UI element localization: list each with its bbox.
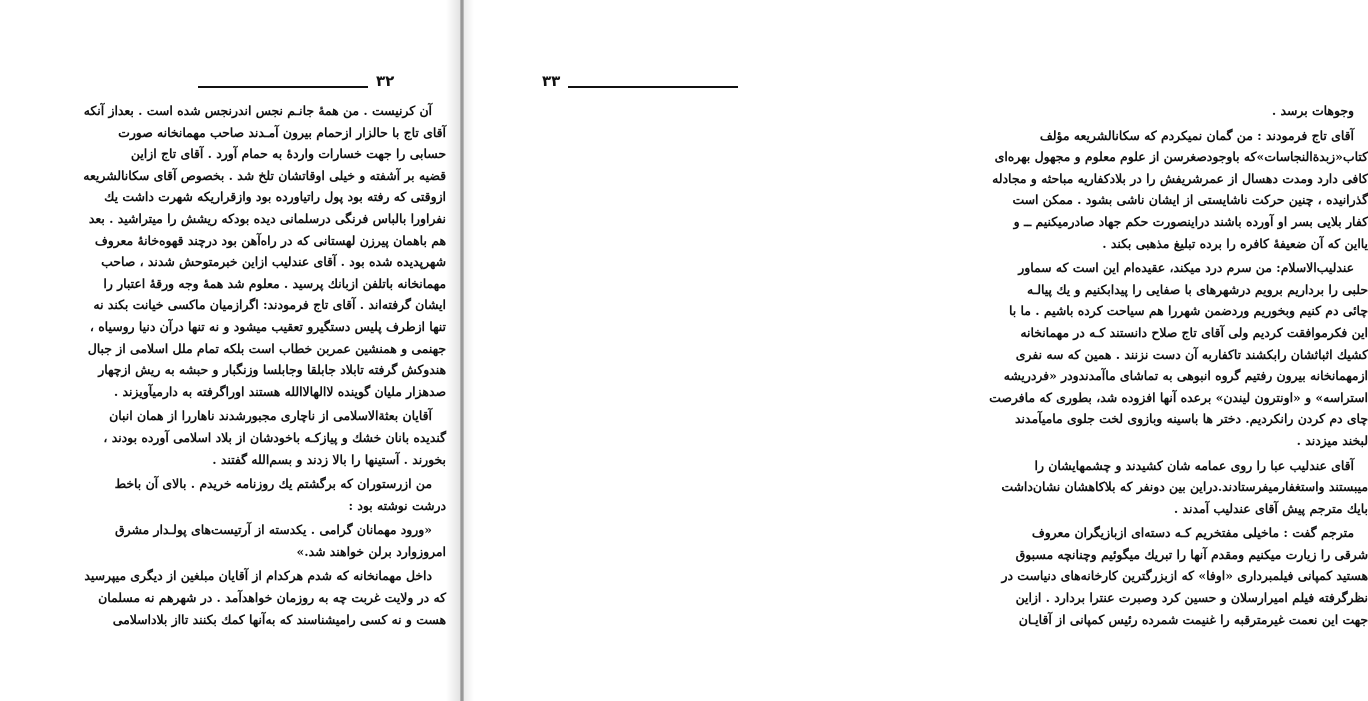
text-line: حلبی را برداریم برویم درشهرهای با صفایی را پیدابکنیم و یك پیالـه	[1026, 281, 1368, 297]
text-line: صدهزار ملیان گوینده لاالهالاالله هستند اوراگرفته به دارمیآویزند .	[113, 383, 446, 399]
paragraph	[68, 519, 446, 562]
text-line: جهنمی و همنشین عمربن خطاب است بلکه تمام ملل اسلامی از جبال	[87, 340, 446, 356]
text-line: جهت این نعمت غیرمترقبه را غنیمت شمرده رئیس کمپانی از آقایـان	[1018, 611, 1368, 627]
text-line: من ازرستوران که برگشتم یك روزنامه خریدم . بالای آن باخط	[114, 476, 432, 492]
text-line: تنها ازطرف پلیس دستگیرو تعقیب میشود و نه تنها درآن دنیا روسیاه ،	[89, 318, 446, 334]
paragraph	[1000, 522, 1368, 630]
text-line: شرقی را زیارت میکنیم ومقدم آنها را تبریك میگوئیم وچنانچه مسبوق	[1015, 546, 1368, 562]
text-line: ایشان گرفته‌اند . آقای تاج فرمودند: اگرازمیان ماکسی خیانت بکند نه	[93, 297, 446, 313]
text-line: گذرانیده ، چنین حرکت ناشایستی از ایشان ناشی بشود . ممکن است	[1012, 192, 1368, 208]
text-line: ازوقتی که رفته بود پول راتیاورده بود وازقراریکه شهرت داشت یك	[104, 189, 446, 205]
text-line: کشیك اثباثشان رابکشند تاکفاربه آن دست نزنند . همین که سه نفری	[1015, 346, 1368, 362]
text-line: ازمهمانخانه بیرون رفتیم گروه انبوهی به تماشای ماآمدندودر «فردریشه	[1003, 368, 1368, 384]
right-page-header	[464, 72, 918, 96]
text-line: میبستند واستغفارمیفرستادند.دراین بین دونفر که بلاکاهشان نشان‌داشت	[1001, 479, 1368, 495]
right-header-rule	[568, 86, 738, 88]
text-line: لبخند میزدند .	[1296, 432, 1368, 448]
paragraph	[68, 565, 446, 630]
left-header-rule	[198, 86, 368, 88]
paragraph	[1000, 455, 1368, 520]
text-line: قضیه بر آشفته و خیلی اوقاتشان تلخ شد . بخصوص آقای سکانالشریعه	[83, 167, 446, 183]
text-line: آقایان بعثةالاسلامی از ناچاری مجبورشدند ناهاررا از همان انبان	[109, 408, 432, 424]
text-line: آقای تاج با حالزار ازحمام بیرون آمـدند صاحب مهمانخانه صورت	[118, 124, 446, 140]
paragraph	[989, 257, 1368, 451]
text-line: مترجم گفت : ماخیلی مفتخریم کـه دسته‌ای ازبازیگران معروف	[1031, 525, 1354, 541]
text-line: که در ولایت غربت چه به روزمان خواهدآمد . در شهرهم نه مسلمان	[98, 590, 446, 606]
left-page-header	[0, 72, 460, 96]
text-line: امروزوارد برلن خواهند شد.»	[296, 543, 446, 559]
text-line: داخل مهمانخانه که شدم هرکدام از آقایان مبلغین از دیگری میپرسید	[84, 568, 432, 584]
text-line: هستید کمپانی فیلمبرداری «اوفا» که ازبزرگترین کارخانه‌های دنیاست در	[1001, 568, 1368, 584]
text-line: آقای عندلیب عبا را روی عمامه شان کشیدند و چشمهایشان را	[1034, 457, 1354, 473]
text-line: هندوکش گرفته تابلاد جابلقا وجابلسا وزنگبار و حبشه به ریش ازچهار	[98, 362, 446, 378]
paragraph	[992, 125, 1368, 255]
text-line: کفار بلایی بسر او آورده باشند دراینصورت حکم جهاد صادرمیکنیم ــ و	[1013, 213, 1368, 229]
left-page-text	[68, 100, 446, 633]
text-line: آقای تاج فرمودند : من گمان نمیکردم که سکانالشریعه مؤلف	[1039, 127, 1354, 143]
left-page	[0, 0, 460, 701]
text-line: چائی دم کنیم وبخوریم وردضمن شهررا هم سیاحت کرده باشیم . ما با	[1008, 303, 1368, 319]
text-line: یااین که آن ضعیفهٔ کافره را برده تبلیغ مذهبی بکند .	[1102, 235, 1368, 251]
right-page-number: ۳۳	[542, 72, 561, 90]
paragraph	[68, 473, 446, 516]
text-line: گندیده بانان خشك و پیازکـه باخودشان از بلاد اسلامی آورده بودند ،	[103, 429, 446, 445]
text-line: نفراورا بالباس فرنگی درسلمانی دیده بودکه ریشش را میتراشید . بعد	[88, 210, 446, 226]
text-line: درشت نوشته بود :	[348, 497, 446, 513]
text-line: چای دم کردن رانکردیم. دختر ها باسینه وبازوی لخت جلوی مامیآمدند	[1014, 411, 1368, 427]
paragraph	[68, 405, 446, 470]
text-line: وجوهات برسد .	[1271, 103, 1354, 118]
text-line: هست و نه کسی رامیشناسند که به‌آنها کمك بکنند تااز بلاداسلامی	[112, 611, 446, 627]
text-line: شهرپدیده شده بود . آقای عندلیب ازاین خبرمتوحش شدند ، صاحب	[101, 254, 446, 270]
text-line: مهمانخانه باتلفن ازبانك پرسید . معلوم شد همهٔ وجه ورقهٔ اعتبار را	[103, 275, 446, 291]
text-line: کافی دارد ومدت دهسال از عمرشریفش را در بلادکفاریه مباحثه و مجادله	[992, 170, 1368, 186]
paragraph	[1000, 100, 1368, 122]
text-line: عندلیب‌الاسلام: من سرم درد میکند، عقیده‌ام این است که سماور	[1018, 260, 1354, 276]
text-line: حسابی را جهت خسارات واردهٔ به حمام آورد . آقای تاج ازاین	[130, 146, 446, 162]
text-line: استراسه» و «اونترون لیندن» برعده آنها افزوده شد، بطوری که مافرصت	[989, 389, 1368, 405]
text-line: نظرگرفته فیلم امیرارسلان و حسین کرد وصبرت عنترا بردارد . ازاین	[1015, 590, 1368, 606]
paragraph	[68, 100, 446, 402]
right-page	[464, 0, 1368, 701]
left-page-number: ۳۲	[376, 72, 395, 90]
text-line: این فکرموافقت کردیم ولی آقای تاج صلاح دانستند کـه در مهمانخانه	[1020, 324, 1368, 340]
text-line: آن کرنیست . من همهٔ جانـم نجس اندرنجس شده است . بعداز آنکه	[83, 103, 432, 118]
text-line: بایك مترجم پیش آقای عندلیب آمدند .	[1173, 500, 1368, 516]
text-line: هم باهمان پیرزن لهستانی که در راه‌آهن بود درچند قهوه‌خانهٔ معروف	[94, 232, 446, 248]
gutter-shadow-left	[446, 0, 460, 701]
text-line: کتاب«زبدةالنجاسات»که باوجودصغرسن از علوم معلوم و مجهول بهره‌ای	[994, 149, 1368, 165]
text-line: «ورود مهمانان گرامی . یکدسته از آرتیست‌های پولـدار مشرق	[115, 522, 432, 538]
right-page-text	[989, 100, 1368, 633]
text-line: بخورند . آستینها را بالا زدند و بسم‌الله گفتند .	[212, 451, 446, 467]
